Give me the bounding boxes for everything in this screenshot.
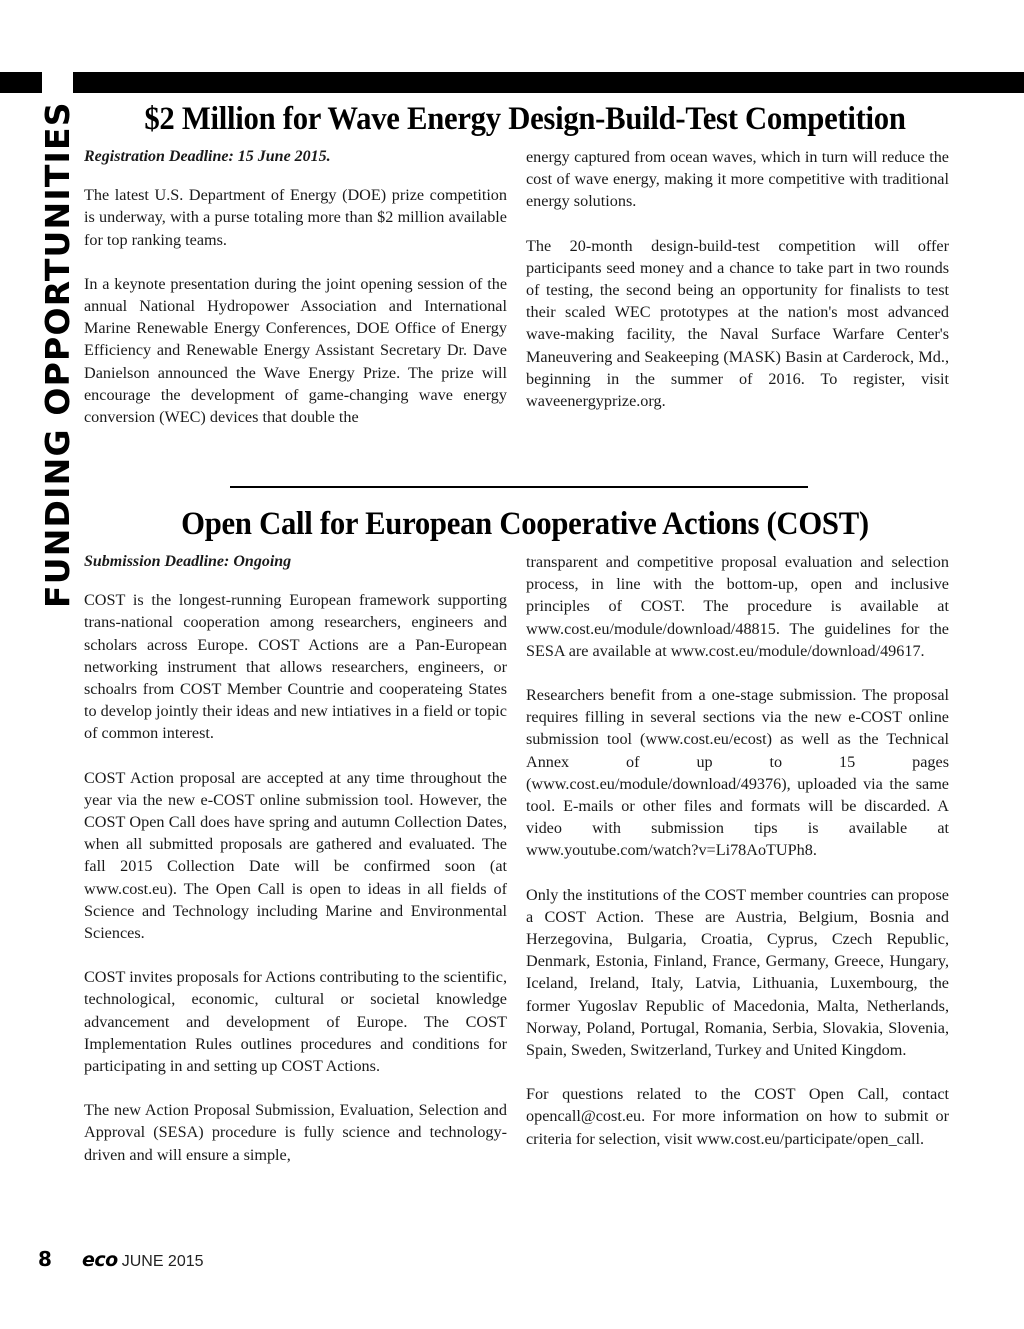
article-paragraph: COST Action proposal are accepted at any time throughout the year via the new e-COST online submission tool. However, the COST Open Call does have spring and autumn Collection Dates, when all submitted proposals are gathered and evaluated. The fall 2015 Collection Date will be confirmed soon (at www.cost.eu). The Open Call is open to ideas in all fields of Science and Technology including Marine and Environmental Sciences. (84, 768, 507, 943)
registration-deadline: Registration Deadline: 15 June 2015. (84, 148, 331, 165)
submission-deadline: Submission Deadline: Ongoing (84, 553, 292, 570)
article-paragraph: Researchers benefit from a one-stage submission. The proposal requires filling in several sections via the new e-COST online submission tool (www.cost.eu/ecost) as well as the Technical Annex of up to 15 pages (www.cost.eu/module/download/49376), uploaded via the same tool. E-mails or other files and formats will be discarded. A video with submission tips is available at www.youtube.com/watch?v=Li78AoTUPh8. (526, 686, 949, 860)
magazine-logo: eco (82, 1249, 118, 1271)
article-headline-wave-energy: $2 Million for Wave Energy Design-Build-Test Competition (144, 101, 906, 137)
article-paragraph: COST invites proposals for Actions contributing to the scientific, technological, economic, cultural or societal knowledge advancement and development of Europe. The COST Implementation Rules outlines procedures and conditions for participating in and setting up COST Actions. (84, 968, 507, 1076)
article-paragraph: In a keynote presentation during the joint opening session of the annual National Hydropower Association and International Marine Renewable Energy Conferences, DOE Office of Energy Efficiency and Renewable Energy Assistant Secretary Dr. Dave Danielson announced the Wave Energy Prize. The prize will encourage the development of game-changing wave energy conversion (WEC) devices that double the (84, 274, 507, 427)
article-paragraph: The 20-month design-build-test competition will offer participants seed money and a chance to take part in two rounds of testing, the second being an opportunity for finalists to test their scaled WEC prototypes at the nation's most advanced wave-making facility, the Naval Surface Warfare Center's Maneuvering and Seakeeping (MASK) Basin at Carderock, Md., beginning in the summer of 2016. To register, visit waveenergyprize.org. (526, 236, 949, 411)
article-2-column-1 (84, 551, 507, 1166)
article-paragraph: For questions related to the COST Open Call, contact opencall@cost.eu. For more information on how to submit or criteria for selection, visit www.cost.eu/participate/open_call. (526, 1085, 949, 1148)
page-number: 8 (38, 1247, 52, 1271)
article-1-column-2 (526, 146, 949, 412)
section-label: FUNDING OPPORTUNITIES (38, 101, 77, 608)
article-paragraph: Only the institutions of the COST member countries can propose a COST Action. These are Austria, Belgium, Bosnia and Herzegovina, Bulgaria, Croatia, Cyprus, Czech Republic, Denmark, Estonia, Finland, France, Germany, Greece, Hungary, Iceland, Ireland, Italy, Latvia, Lithuania, Luxembourg, the former Yugoslav Republic of Macedonia, Malta, Netherlands, Norway, Poland, Portugal, Romania, Serbia, Slovakia, Slovenia, Spain, Sweden, Switzerland, Turkey and United Kingdom. (526, 885, 949, 1060)
article-1-column-1 (84, 146, 507, 428)
article-paragraph: transparent and competitive proposal evaluation and selection process, in line with the bottom-up, open and inclusive principles of COST. The procedure is available at www.cost.eu/module/download/48815. The guidelines for the SESA are available at www.cost.eu/module/download/49617. (526, 553, 949, 660)
page-footer (38, 1247, 204, 1271)
article-paragraph: COST is the longest-running European framework supporting trans-national cooperation among researchers, engineers and scholars across Europe. COST Actions are a Pan-European networking instrument that allows researchers, engineers, or schoalrs from COST Member Countrie and cooperateing States to develop jointly their ideas and new intiatives in a field or topic of common interest. (84, 591, 507, 743)
header-rule-left (0, 72, 42, 93)
article-paragraph: The new Action Proposal Submission, Evaluation, Selection and Approval (SESA) procedure is fully science and technology-driven and will ensure a simple, (84, 1101, 507, 1164)
article-divider (230, 486, 808, 488)
article-headline-cost: Open Call for European Cooperative Actions (COST) (181, 506, 869, 542)
article-2-column-2 (526, 551, 949, 1150)
issue-date: JUNE 2015 (121, 1253, 204, 1270)
header-rule-right (73, 72, 1024, 93)
article-paragraph: energy captured from ocean waves, which in turn will reduce the cost of wave energy, making it more competitive with traditional energy solutions. (526, 148, 949, 211)
article-paragraph: The latest U.S. Department of Energy (DOE) prize competition is underway, with a purse totaling more than $2 million available for top ranking teams. (84, 186, 507, 249)
